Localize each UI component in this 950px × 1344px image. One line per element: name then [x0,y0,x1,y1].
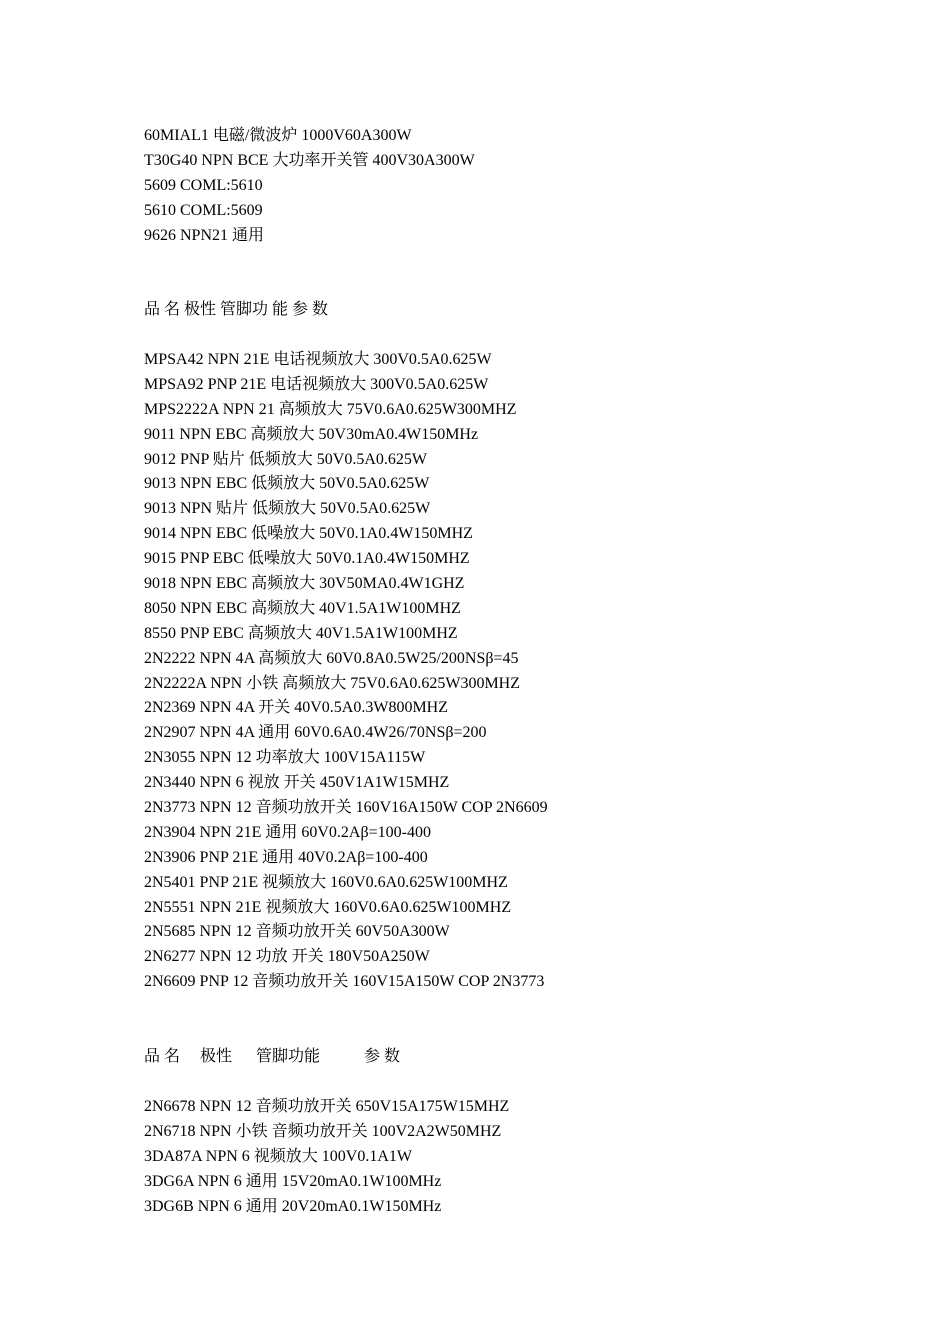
list-item: 8050 NPN EBC 高频放大 40V1.5A1W100MHZ [144,599,461,617]
list-item: 2N3906 PNP 21E 通用 40V0.2Aβ=100-400 [144,848,428,866]
list-item: 2N6609 PNP 12 音频功放开关 160V15A150W COP 2N3773 [144,973,545,991]
list-item: 60MIAL1 电磁/微波炉 1000V60A300W [144,127,412,144]
list-item: 2N2222 NPN 4A 高频放大 60V0.8A0.5W25/200NSβ=45 [144,649,519,667]
column-header-text: 品 名 极性 管脚功 能 参 数 [144,301,329,318]
list-item: MPSA92 PNP 21E 电话视频放大 300V0.5A0.625W [144,375,489,393]
list-item: 2N6718 NPN 小铁 音频功放开关 100V2A2W50MHZ [144,1122,502,1140]
list-item: 9011 NPN EBC 高频放大 50V30mA0.4W150MHz [144,425,479,443]
transistor-list-section-3 [144,1095,844,1219]
list-item: T30G40 NPN BCE 大功率开关管 400V30A300W [144,151,475,169]
column-header-text: 品 名 极性 管脚功能 参 数 [144,1048,401,1065]
list-item: 9013 NPN EBC 低频放大 50V0.5A0.625W [144,475,430,493]
list-item: 9015 PNP EBC 低噪放大 50V0.1A0.4W150MHZ [144,550,470,568]
list-item: 5609 COML:5610 [144,176,263,194]
list-item: 2N5685 NPN 12 音频功放开关 60V50A300W [144,923,450,941]
list-item: MPSA42 NPN 21E 电话视频放大 300V0.5A0.625W [144,351,492,368]
list-item: 2N5401 PNP 21E 视频放大 160V0.6A0.625W100MHZ [144,873,508,891]
list-item: 2N6678 NPN 12 音频功放开关 650V15A175W15MHZ [144,1098,510,1115]
list-item: 2N3904 NPN 21E 通用 60V0.2Aβ=100-400 [144,823,431,841]
list-item: 3DG6B NPN 6 通用 20V20mA0.1W150MHz [144,1197,442,1215]
list-item: 2N5551 NPN 21E 视频放大 160V0.6A0.625W100MHZ [144,898,512,916]
list-item: 9012 PNP 贴片 低频放大 50V0.5A0.625W [144,450,427,468]
list-item: 3DG6A NPN 6 通用 15V20mA0.1W100MHz [144,1172,442,1190]
transistor-list-section-1 [144,124,844,248]
list-item: MPS2222A NPN 21 高频放大 75V0.6A0.625W300MHZ [144,400,517,418]
list-item: 2N2222A NPN 小铁 高频放大 75V0.6A0.625W300MHZ [144,674,521,692]
list-item: 2N3773 NPN 12 音频功放开关 160V16A150W COP 2N6609 [144,799,548,817]
list-item: 3DA87A NPN 6 视频放大 100V0.1A1W [144,1147,413,1165]
list-item: 2N3440 NPN 6 视放 开关 450V1A1W15MHZ [144,774,450,792]
list-item: 9014 NPN EBC 低噪放大 50V0.1A0.4W150MHZ [144,525,473,543]
transistor-list-section-2 [144,348,844,995]
list-item: 5610 COML:5609 [144,201,263,219]
list-item: 9013 NPN 贴片 低频放大 50V0.5A0.625W [144,500,431,518]
list-item: 9018 NPN EBC 高频放大 30V50MA0.4W1GHZ [144,575,465,593]
list-item: 2N2369 NPN 4A 开关 40V0.5A0.3W800MHZ [144,699,449,717]
list-item: 8550 PNP EBC 高频放大 40V1.5A1W100MHZ [144,624,458,642]
list-item: 2N3055 NPN 12 功率放大 100V15A115W [144,749,426,767]
column-header-2 [144,1045,844,1070]
column-header-1 [144,298,844,323]
list-item: 2N2907 NPN 4A 通用 60V0.6A0.4W26/70NSβ=200 [144,724,487,742]
list-item: 9626 NPN21 通用 [144,226,265,244]
list-item: 2N6277 NPN 12 功放 开关 180V50A250W [144,948,430,966]
